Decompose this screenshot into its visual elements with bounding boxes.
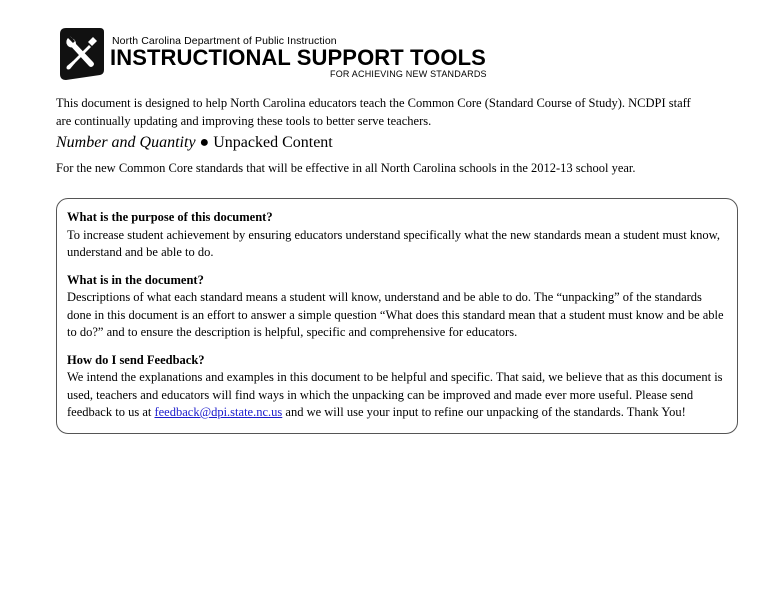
contents-question: What is in the document? [67,272,204,287]
wrench-screwdriver-icon [56,28,104,80]
purpose-section [67,209,726,262]
feedback-question: How do I send Feedback? [67,352,205,367]
logo-text [110,28,487,84]
page-heading [56,134,333,152]
feedback-answer [67,369,726,422]
heading-topic: Number and Quantity [56,134,196,151]
contents-section [67,272,726,342]
logo-tagline: FOR ACHIEVING NEW STANDARDS [330,69,487,79]
feedback-email-link[interactable]: feedback@dpi.state.nc.us [154,405,283,419]
effective-note: For the new Common Core standards that will be effective in all North Carolina schools in the 2012-13 school year. [56,161,636,175]
intro-paragraph: This document is designed to help North Carolina educators teach the Common Core (Standard Course of Study). NCDPI staff are continually updating and improving these tools to better serve teachers. [56,96,691,128]
logo-title: INSTRUCTIONAL SUPPORT TOOLS [110,45,486,70]
ncdpi-logo [56,28,487,84]
feedback-answer-after: and we will use your input to refine our unpacking of the standards. Thank You! [282,405,686,419]
contents-answer: Descriptions of what each standard means a student will know, understand and be able to do. The “unpacking” of the standards done in this document is an effort to answer a simple question “What does this standard mean that a student must know and be able to do?” and to ensure the description is helpful, specific and comprehensive for educators. [67,290,724,339]
heading-bullet: ● [199,134,210,151]
info-box [56,198,738,434]
heading-label: Unpacked Content [213,134,333,151]
purpose-answer: To increase student achievement by ensuring educators understand specifically what the new standards mean a student must know, understand and be able to do. [67,227,720,259]
feedback-section [67,352,726,422]
feedback-answer-before: We intend the explanations and examples in this document to be helpful and specific. That said, we believe that as this document is used, teachers and educators will find ways in which the unpacking can be improved and made ever more useful. Please send feedback to us at [67,370,723,419]
logo-subtitle: North Carolina Department of Public Instruction [112,35,337,47]
purpose-question: What is the purpose of this document? [67,210,273,224]
